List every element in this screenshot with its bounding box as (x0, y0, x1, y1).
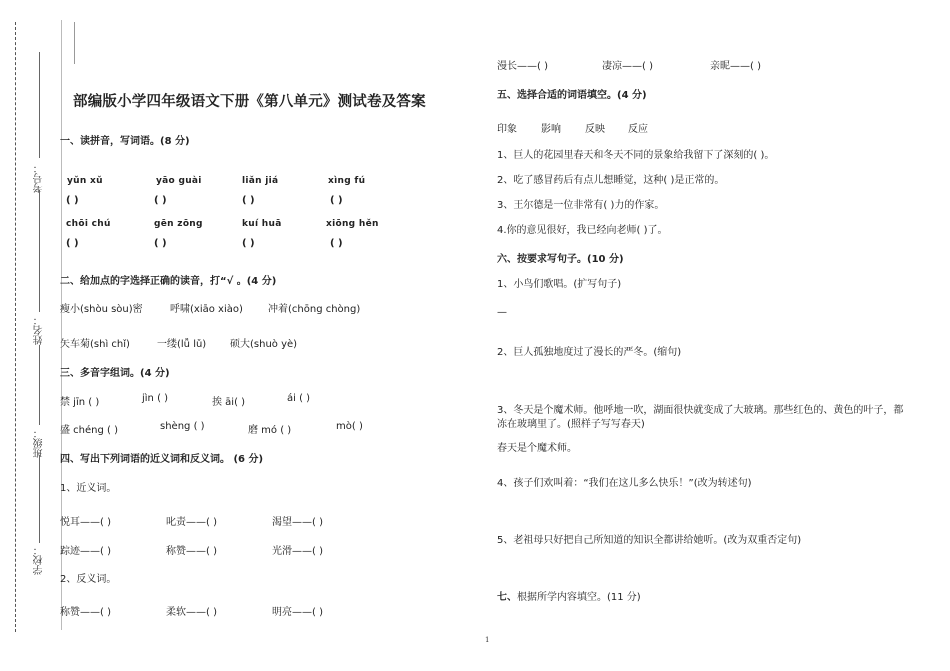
pinyin-4: xìng fú (328, 176, 366, 186)
antonym-label: 2、反义词。 (60, 574, 117, 585)
reading-choice: 矢车菊(shì chǐ) (60, 339, 130, 350)
side-underline-1 (39, 52, 40, 158)
sentence-question-1: 1、小鸟们歌唱。(扩写句子) (497, 279, 622, 290)
fill-in-item: 1、巨人的花园里春天和冬天不同的景象给我留下了深刻的( )。 (497, 150, 775, 161)
reading-choice: 一缕(lǚ lǔ) (157, 339, 207, 350)
page-title: 部编版小学四年级语文下册《第八单元》测试卷及答案 (73, 94, 426, 110)
section-3-heading: 三、多音字组词。(4 分) (60, 368, 170, 379)
antonym-item: 漫长——( ) (497, 61, 548, 72)
section-1-heading: 一、读拼音，写词语。(8 分) (60, 136, 190, 147)
side-underline-2 (39, 190, 40, 312)
fill-in-item: 2、吃了感冒药后有点儿想睡觉，这种( )是正常的。 (497, 175, 725, 186)
reading-choice: 冲着(chōng chòng) (268, 304, 361, 315)
side-label-name: 姓名： (34, 315, 45, 345)
reading-choice: 呼啸(xiāo xiào) (170, 304, 243, 315)
pinyin-2: yāo guài (156, 176, 202, 186)
sentence-question-2: 2、巨人孤独地度过了漫长的严冬。(缩句) (497, 347, 682, 358)
margin-rule (61, 20, 62, 630)
reading-choice: 瘦小(shòu sòu)密 (60, 304, 143, 315)
antonym-item: 明亮——( ) (272, 607, 323, 618)
word-choice: 反映 (585, 124, 605, 135)
antonym-item: 称赞——( ) (60, 607, 111, 618)
answer-blank[interactable]: ( ) (242, 238, 255, 249)
pinyin-3: liǎn jiá (242, 176, 279, 186)
answer-blank[interactable]: ( ) (154, 238, 167, 249)
polyphone-item: 禁 jīn ( ) (60, 397, 100, 408)
word-choice: 影响 (541, 124, 561, 135)
pinyin-6: gēn zōng (154, 219, 203, 229)
answer-line: — (497, 307, 507, 318)
answer-blank[interactable]: ( ) (330, 195, 343, 206)
synonym-item: 悦耳——( ) (60, 517, 111, 528)
polyphone-item: 磨 mó ( ) (248, 425, 292, 436)
answer-blank[interactable]: ( ) (154, 195, 167, 206)
sentence-question-5: 5、老祖母只好把自己所知道的知识全都讲给她听。(改为双重否定句) (497, 535, 802, 546)
side-label-school: 学校： (34, 545, 45, 575)
section-4-heading: 四、写出下列词语的近义词和反义词。 (6 分) (60, 454, 264, 465)
section-7-heading (497, 588, 641, 603)
sentence-answer-prompt: 春天是个魔术师。 (497, 443, 577, 454)
synonym-item: 光滑——( ) (272, 546, 323, 557)
section-2-heading: 二、给加点的字选择正确的读音，打“√ 。(4 分) (60, 276, 277, 287)
word-choice: 反应 (628, 124, 648, 135)
polyphone-item: 盛 chéng ( ) (60, 425, 119, 436)
antonym-item: 凄凉——( ) (602, 61, 653, 72)
section-7-text: 根据所学内容填空。(11 分) (517, 592, 641, 603)
side-underline-4 (39, 455, 40, 543)
polyphone-item: ái ( ) (287, 393, 311, 404)
polyphone-item: mò( ) (336, 421, 363, 432)
fill-in-item: 3、王尔德是一位非常有( )力的作家。 (497, 200, 665, 211)
side-label-exam-number: 考号： (34, 163, 45, 193)
margin-rule-top (74, 22, 75, 64)
pinyin-1: yǔn xǔ (67, 176, 103, 186)
word-choice: 印象 (497, 124, 517, 135)
pinyin-7: kuí huā (242, 219, 282, 229)
pinyin-8: xiōng hěn (326, 219, 379, 229)
section-6-heading: 六、按要求写句子。(10 分) (497, 254, 624, 265)
synonym-item: 叱责——( ) (166, 517, 217, 528)
answer-blank[interactable]: ( ) (242, 195, 255, 206)
section-5-heading: 五、选择合适的词语填空。(4 分) (497, 90, 647, 101)
synonym-label: 1、近义词。 (60, 483, 117, 494)
page-number: 1 (485, 636, 490, 644)
synonym-item: 踪迹——( ) (60, 546, 111, 557)
antonym-item: 柔软——( ) (166, 607, 217, 618)
section-7-number: 七、 (497, 592, 517, 603)
reading-choice: 硕大(shuò yè) (230, 339, 298, 350)
antonym-item: 亲昵——( ) (710, 61, 761, 72)
polyphone-item: 挨 āi( ) (212, 397, 246, 408)
fill-in-item: 4.你的意见很好，我已经向老师( )了。 (497, 225, 668, 236)
side-underline-3 (39, 345, 40, 425)
answer-blank[interactable]: ( ) (66, 195, 79, 206)
sentence-question-3: 3、冬天是个魔术师。他呼地一吹，湖面很快就变成了大玻璃。那些红色的、黄色的叶子，都 (497, 405, 904, 416)
polyphone-item: shèng ( ) (160, 421, 205, 432)
sentence-question-4: 4、孩子们欢叫着：“我们在这儿多么快乐！”(改为转述句) (497, 478, 752, 489)
synonym-item: 称赞——( ) (166, 546, 217, 557)
pinyin-5: chōi chú (66, 219, 111, 229)
polyphone-item: jìn ( ) (142, 393, 169, 404)
side-label-class: 班级： (34, 428, 45, 458)
answer-blank[interactable]: ( ) (330, 238, 343, 249)
answer-blank[interactable]: ( ) (66, 238, 79, 249)
synonym-item: 渴望——( ) (272, 517, 323, 528)
sentence-question-3-cont: 冻在玻璃里了。(照样子写写春天) (497, 419, 645, 430)
binding-dashed-line (15, 22, 16, 632)
